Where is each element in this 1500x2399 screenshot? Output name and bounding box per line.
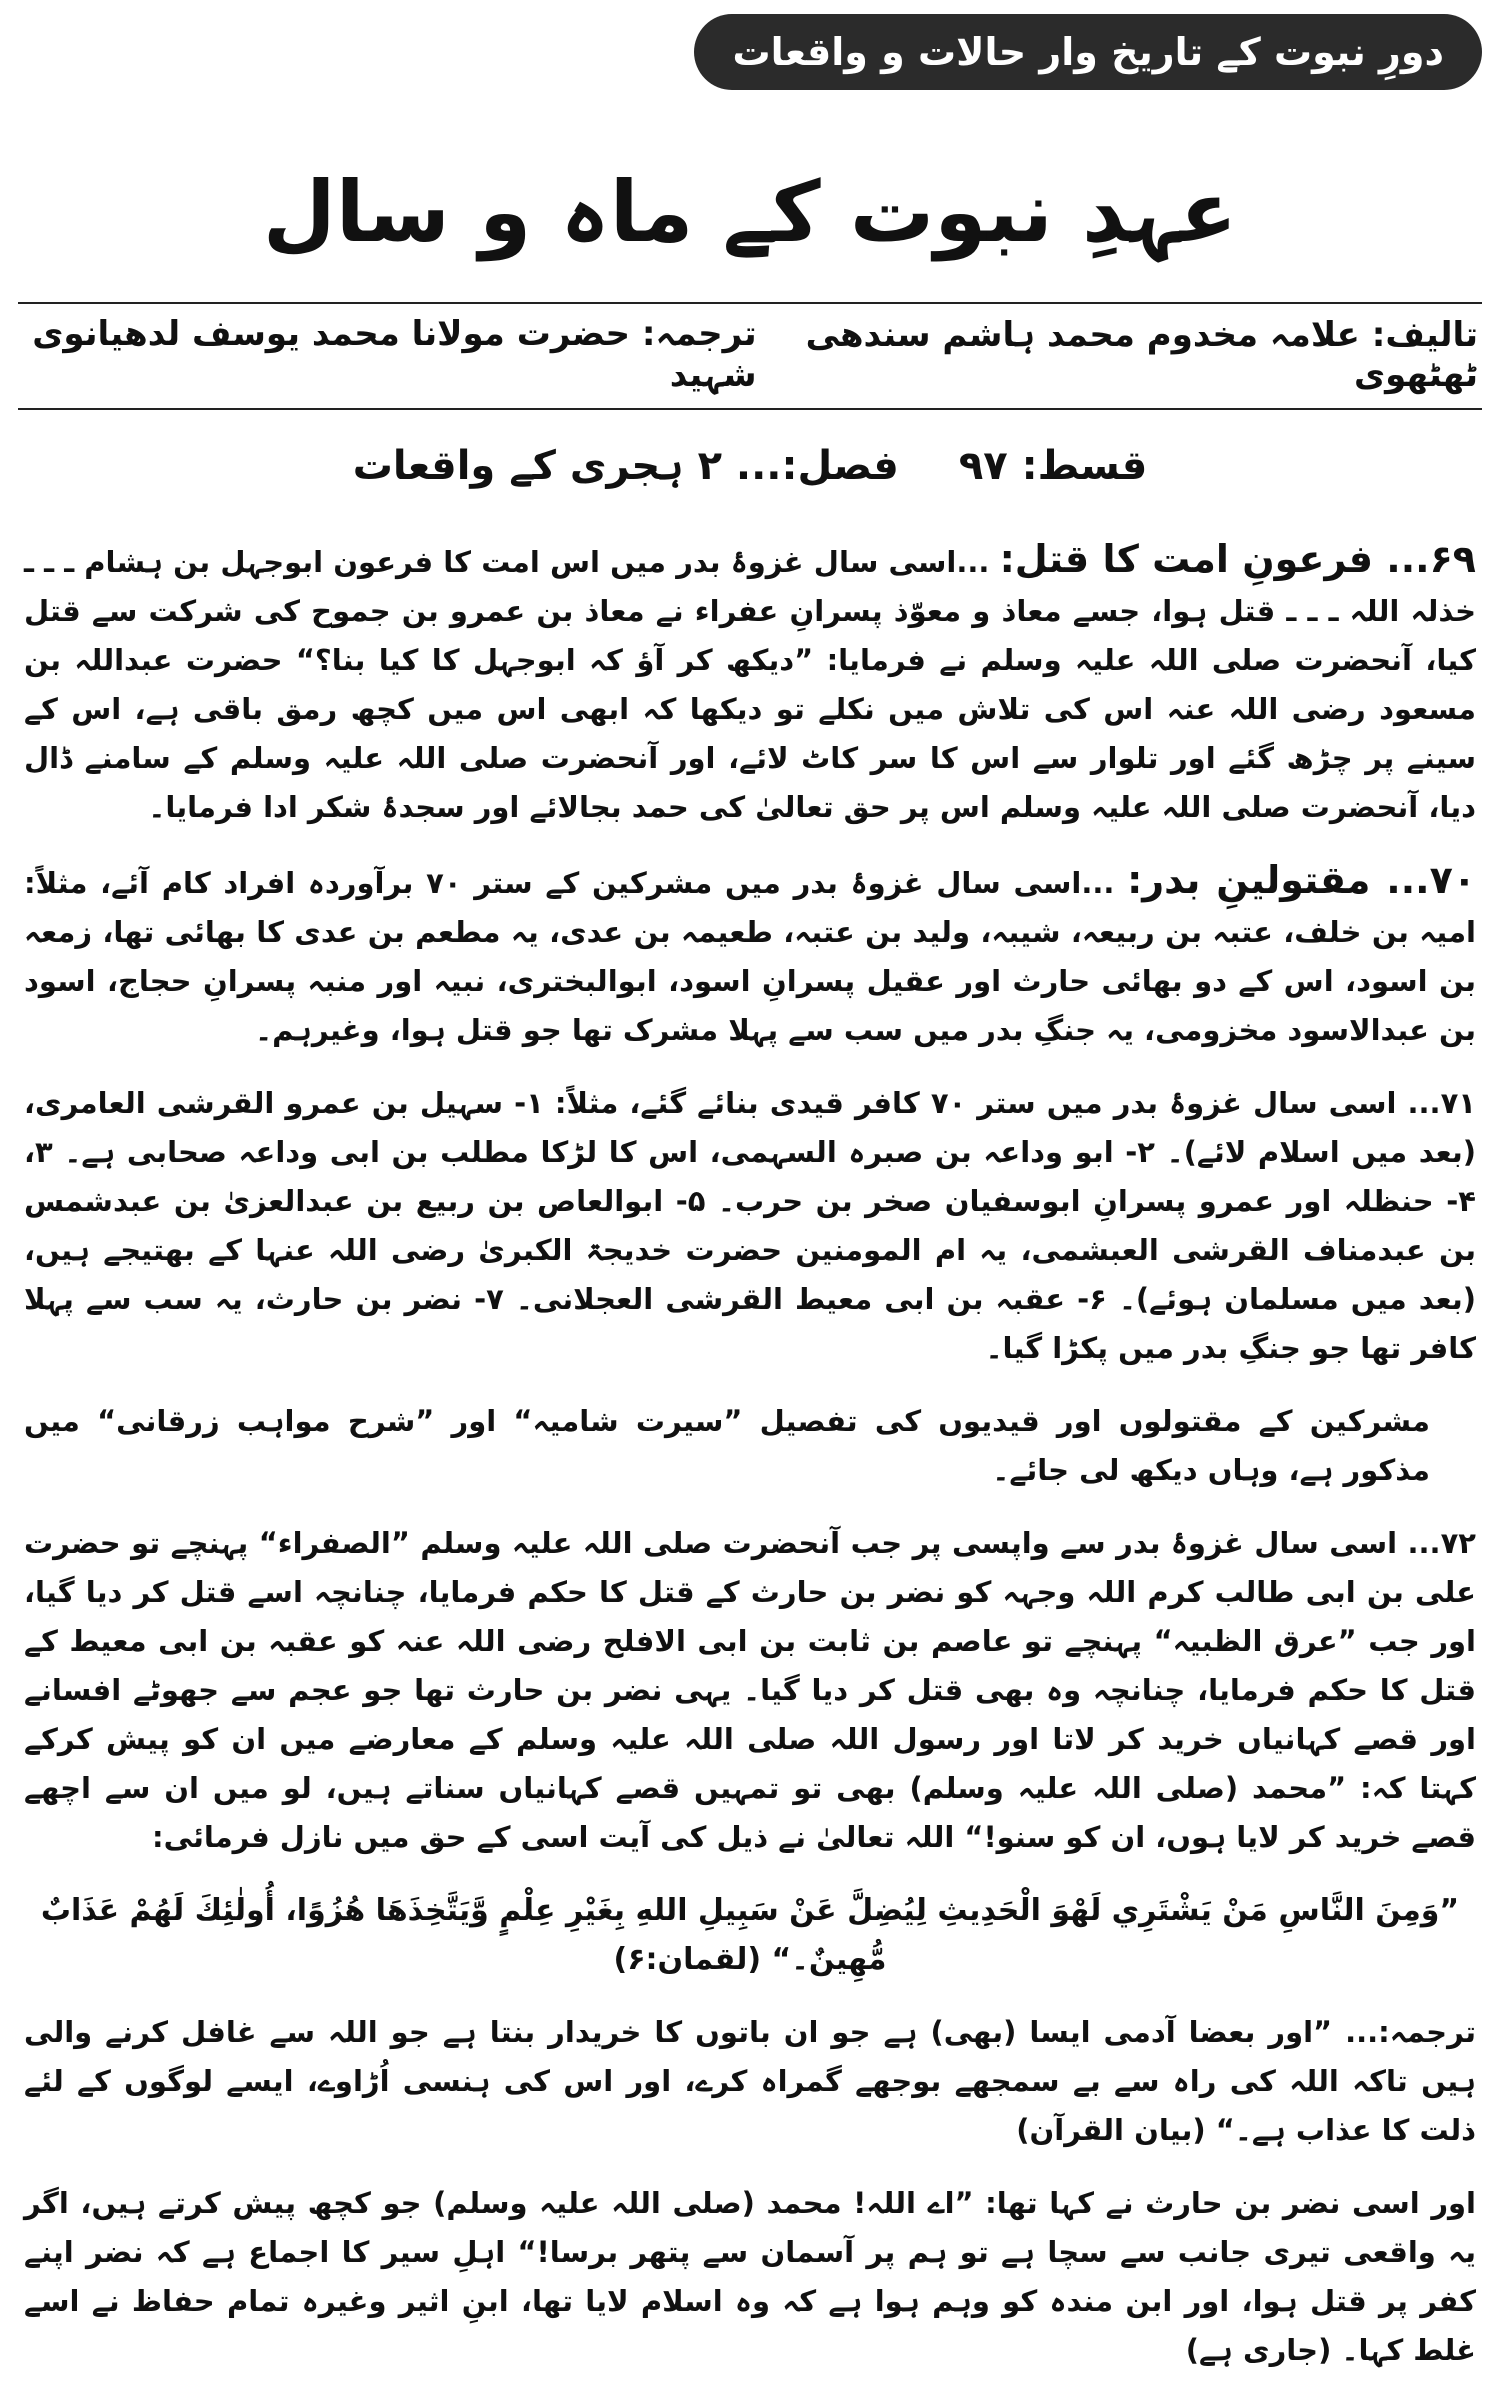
series-label: دورِ نبوت کے تاریخ وار حالات و واقعات	[694, 14, 1482, 90]
paragraph-71-note: مشرکین کے مقتولوں اور قیدیوں کی تفصیل ”سیرت شامیہ“ اور ”شرح مواہب زرقانی“ میں مذکور ہے، وہاں دیکھ لی جائے۔	[24, 1404, 1430, 1487]
translator-credit: ترجمہ: حضرت مولانا محمد یوسف لدھیانوی شہید	[32, 314, 757, 395]
paragraph-70	[24, 856, 1476, 1055]
paragraph-text: اسی سال غزوۂ بدر میں ستر ۷۰ کافر قیدی بنائے گئے، مثلاً: ۱- سہیل بن عمرو القرشی العامری، (بعد میں اسلام لائے)۔ ۲- ابو وداعہ بن صبرہ السہمی، اس کا لڑکا مطلب بن ابی وداعہ صحابی ہے۔ ۳، ۴- حنظلہ اور عمرو پسرانِ ابوسفیان صخر بن حرب۔ ۵- ابوالعاص بن ربیع بن عبدالعزیٰ بن عبدشمس بن عبدمناف القرشی العبشمی، یہ ام المومنین حضرت خدیجۃ الکبریٰ رضی اللہ عنہا کے بھتیجے ہیں، (بعد میں مسلمان ہوئے)۔ ۶- عقبہ بن ابی معیط القرشی العجلانی۔ ۷- نضر بن حارث، یہ سب سے پہلا کافر تھا جو جنگِ بدر میں پکڑا گیا۔	[24, 1086, 1476, 1365]
article-body	[24, 535, 1476, 2399]
episode-line	[0, 436, 1500, 496]
installment-number: قسط: ۹۷	[958, 443, 1148, 489]
paragraph-text: ...اسی سال غزوۂ بدر میں مشرکین کے ستر ۷۰ برآوردہ افراد کام آئے، مثلاً: امیہ بن خلف، عتبہ بن ربیعہ، شیبہ، ولید بن عتبہ، طعیمہ بن عدی، یہ مطعم بن عدی کا بھائی تھا، زمعہ بن اسود، اس کے دو بھائی حارث اور عقیل پسرانِ اسود، ابوالبختری، نبیہ اور منبہ پسرانِ حجاج، اسود بن عبدالاسود مخزومی، یہ جنگِ بدر میں سب سے پہلا مشرک تھا جو قتل ہوا، وغیرہم۔	[24, 866, 1476, 1047]
divider-bottom	[18, 408, 1482, 410]
section-number: ۷۱...	[1407, 1086, 1476, 1120]
credits-row	[22, 314, 1478, 395]
section-heading: ۷۰... مقتولینِ بدر:	[1127, 858, 1476, 902]
page-title: عہدِ نبوت کے ماہ و سال	[262, 163, 1238, 261]
author-credit: تالیف: علامہ مخدوم محمد ہاشم سندھی ٹھٹھوی	[805, 314, 1478, 395]
paragraph-text: اسی سال غزوۂ بدر سے واپسی پر جب آنحضرت صلی اللہ علیہ وسلم ”الصفراء“ پہنچے تو حضرت علی بن ابی طالب کرم اللہ وجہہ کو نضر بن حارث کے قتل کا حکم فرمایا، چنانچہ اسے قتل کر دیا گیا، اور جب ”عرق الظبیہ“ پہنچے تو عاصم بن ثابت بن ابی الافلح رضی اللہ عنہ کو عقبہ بن ابی معیط کے قتل کا حکم فرمایا، چنانچہ وہ بھی قتل کر دیا گیا۔ یہی نضر بن حارث تھا جو عجم سے جھوٹے افسانے اور قصے کہانیاں خرید کر لاتا اور رسول اللہ صلی اللہ علیہ وسلم کے معارضے میں ان کو پیش کرکے کہتا کہ: ”محمد (صلی اللہ علیہ وسلم) بھی تو تمہیں قصے کہانیاں سناتے ہیں، لو میں ان سے اچھے قصے خرید کر لایا ہوں، ان کو سنو!“ اللہ تعالیٰ نے ذیل کی آیت اسی کے حق میں نازل فرمائی:	[24, 1526, 1476, 1854]
paragraph-text: اور اسی نضر بن حارث نے کہا تھا: ”اے اللہ! محمد (صلی اللہ علیہ وسلم) جو کچھ پیش کرتے ہیں، اگر یہ واقعی تیری جانب سے سچا ہے تو ہم پر آسمان سے پتھر برسا!“ اہلِ سیر کا اجماع ہے کہ نضر اپنے کفر پر قتل ہوا، اور ابن مندہ کو وہم ہوا ہے کہ وہ اسلام لایا تھا، ابنِ اثیر وغیرہ تمام حفاظ نے اسے غلط کہا۔	[24, 2186, 1476, 2367]
quran-verse: ”وَمِنَ النَّاسِ مَنْ يَشْتَرِي لَهْوَ الْحَدِيثِ لِيُضِلَّ عَنْ سَبِيلِ اللهِ بِغَيْرِ عِلْمٍ وَّيَتَّخِذَهَا هُزُوًا، أُولٰئِكَ لَهُمْ عَذَابٌ مُّهِينٌ۔“ (لقمان:۶)	[40, 1893, 1460, 1977]
translation-citation: (بیان القرآن)	[1016, 2113, 1206, 2147]
paragraph-71	[24, 1079, 1476, 1373]
paragraph-text: ...اسی سال غزوۂ بدر میں اس امت کا فرعون ابوجہل بن ہشام ـ ـ ـ خذلہ اللہ ـ ـ ـ قتل ہوا، جسے معاذ و معوّذ پسرانِ عفراء نے معاذ بن عمرو بن جموح کی شرکت سے قتل کیا، آنحضرت صلی اللہ علیہ وسلم نے فرمایا: ”دیکھ کر آؤ کہ ابوجہل کا کیا بنا؟“ حضرت عبداللہ بن مسعود رضی اللہ عنہ اس کی تلاش میں نکلے تو دیکھا کہ ابھی اس میں کچھ رمق باقی ہے، اس کے سینے پر چڑھ گئے اور تلوار سے اس کا سر کاٹ لائے، اور آنحضرت صلی اللہ علیہ وسلم کے سامنے ڈال دیا، آنحضرت صلی اللہ علیہ وسلم اس پر حق تعالیٰ کی حمد بجالائے اور سجدۂ شکر ادا فرمایا۔	[24, 545, 1476, 824]
section-heading: ۶۹... فرعونِ امت کا قتل:	[999, 537, 1476, 581]
section-number: ۷۲...	[1407, 1526, 1476, 1560]
closing-paragraph	[24, 2179, 1476, 2375]
verse-translation	[24, 2008, 1476, 2155]
translation-text: ترجمہ:... ”اور بعضا آدمی ایسا (بھی) ہے جو ان باتوں کا خریدار بنتا ہے جو اللہ سے غافل کرنے والی ہیں تاکہ اللہ کی راہ سے بے سمجھے بوجھے گمراہ کرے، اور اس کی ہنسی اُڑاوے، ایسے لوگوں کے لئے ذلت کا عذاب ہے۔“	[24, 2015, 1476, 2147]
divider-top	[18, 302, 1482, 304]
paragraph-72	[24, 1519, 1476, 1862]
paragraph-69	[24, 535, 1476, 832]
continued-label: (جاری ہے)	[1185, 2333, 1332, 2367]
chapter-title: فصل:... ۲ ہجری کے واقعات	[352, 443, 899, 489]
